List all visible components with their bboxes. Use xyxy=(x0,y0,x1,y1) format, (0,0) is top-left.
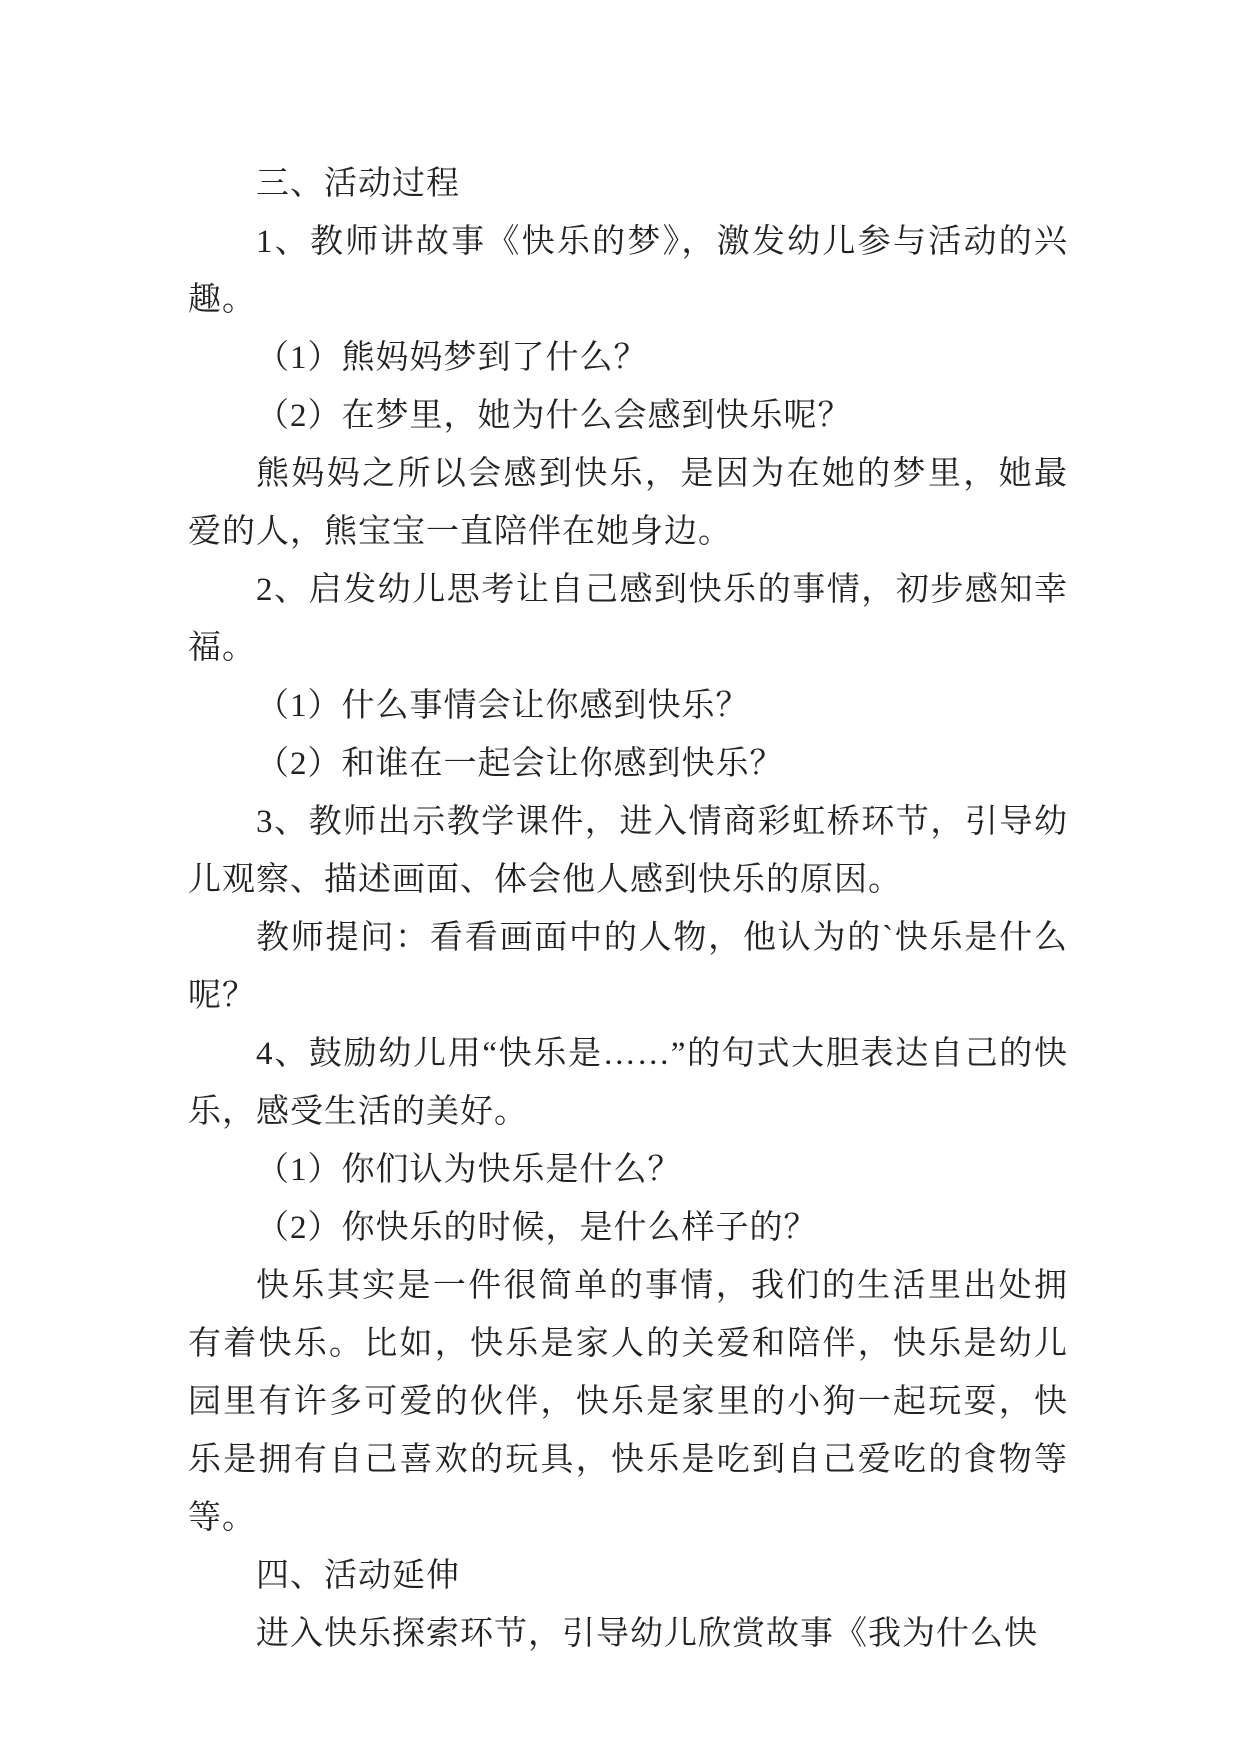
paragraph-step-2: 2、启发幼儿思考让自己感到快乐的事情，初步感知幸福。 xyxy=(188,572,1068,666)
paragraph-question-4-2: （2）你快乐的时候，是什么样子的？ xyxy=(256,1210,818,1246)
paragraph-question-1-1: （1）熊妈妈梦到了什么？ xyxy=(256,340,648,376)
document-body xyxy=(188,155,1068,1663)
paragraph-happiness-summary: 快乐其实是一件很简单的事情，我们的生活里出处拥有着快乐。比如，快乐是家人的关爱和陪伴，快乐是幼儿园里有许多可爱的伙伴，快乐是家里的小狗一起玩耍，快乐是拥有自己喜欢的玩具，快乐是吃到自己爱吃的食物等等。 xyxy=(188,1268,1068,1536)
paragraph-step-4: 4、鼓励幼儿用“快乐是……”的句式大胆表达自己的快乐，感受生活的美好。 xyxy=(188,1036,1068,1130)
paragraph-extension-intro: 进入快乐探索环节，引导幼儿欣赏故事《我为什么快 xyxy=(256,1616,1038,1652)
paragraph-question-1-2: （2）在梦里，她为什么会感到快乐呢？ xyxy=(256,398,852,434)
paragraph-step-3: 3、教师出示教学课件，进入情商彩虹桥环节，引导幼儿观察、描述画面、体会他人感到快乐的原因。 xyxy=(188,804,1068,898)
paragraph-question-2-1: （1）什么事情会让你感到快乐？ xyxy=(256,688,750,724)
section-heading-activity-extension: 四、活动延伸 xyxy=(256,1558,460,1594)
paragraph-story-intro: 1、教师讲故事《快乐的梦》，激发幼儿参与活动的兴趣。 xyxy=(188,224,1068,318)
paragraph-teacher-question: 教师提问：看看画面中的人物，他认为的`快乐是什么呢？ xyxy=(188,920,1068,1014)
paragraph-question-4-1: （1）你们认为快乐是什么？ xyxy=(256,1152,682,1188)
paragraph-question-2-2: （2）和谁在一起会让你感到快乐？ xyxy=(256,746,784,782)
paragraph-story-answer: 熊妈妈之所以会感到快乐，是因为在她的梦里，她最爱的人，熊宝宝一直陪伴在她身边。 xyxy=(188,456,1068,550)
section-heading-activity-process: 三、活动过程 xyxy=(256,166,460,202)
